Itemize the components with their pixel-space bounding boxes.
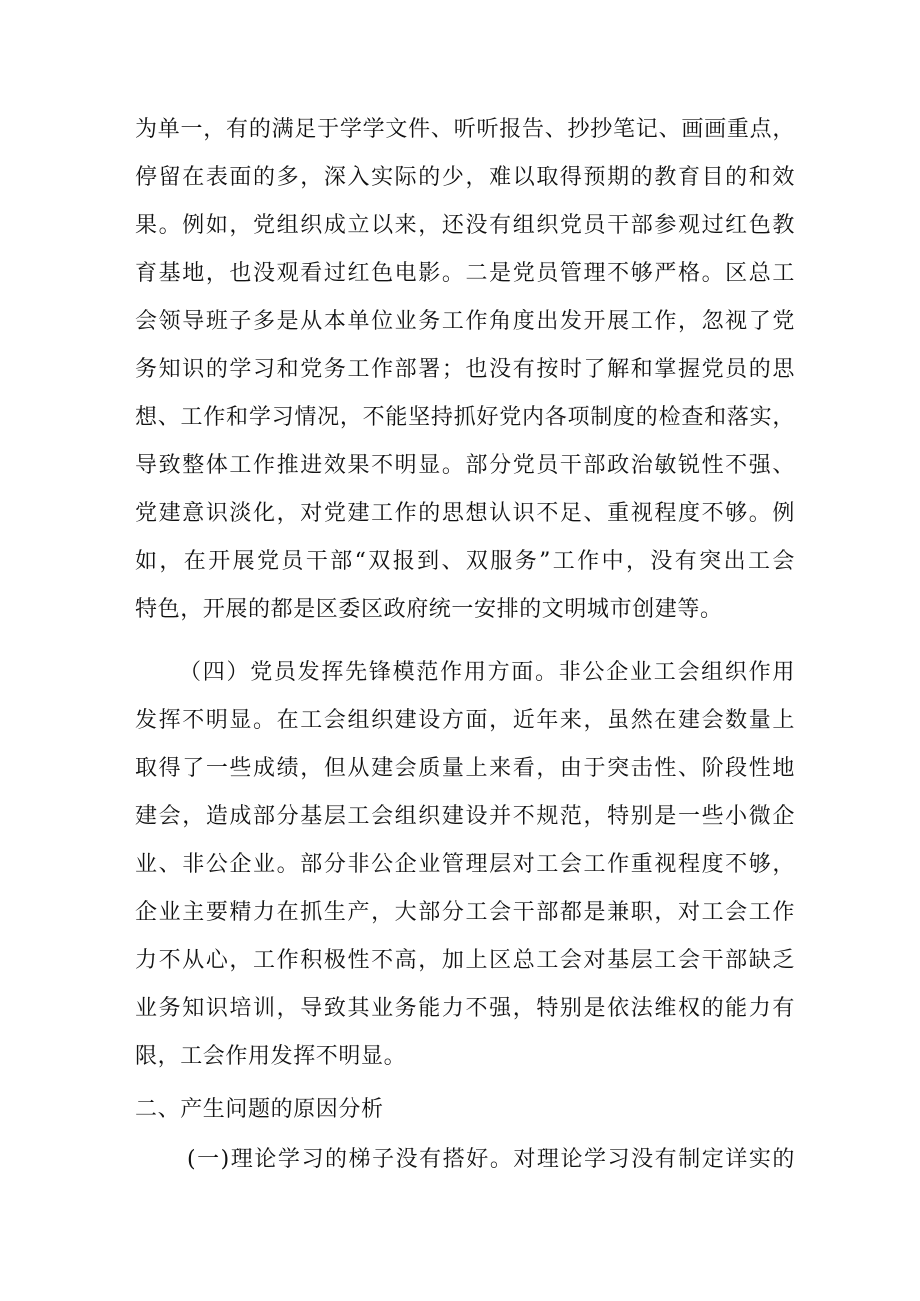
text-line: 党建意识淡化，对党建工作的思想认识不足、重视程度不够。例 [135, 501, 795, 526]
text-line: 业务知识培训，导致其业务能力不强，特别是依法维权的能力有 [135, 996, 795, 1021]
text-line: 育基地，也没观看过红色电影。二是党员管理不够严格。区总工 [135, 261, 795, 286]
text-line: 导致整体工作推进效果不明显。部分党员干部政治敏锐性不强、 [135, 453, 795, 478]
paragraph-vanguard-role [135, 649, 795, 1081]
text-line: 建会，造成部分基层工会组织建设并不规范，特别是一些小微企 [135, 804, 795, 829]
text-line: （四）党员发挥先锋模范作用方面。非公企业工会组织作用 [179, 660, 795, 685]
text-line: 停留在表面的多，深入实际的少，难以取得预期的教育目的和效 [135, 165, 795, 190]
text-line: 限，工会作用发挥不明显。 [135, 1044, 407, 1069]
text-line: 果。例如，党组织成立以来，还没有组织党员干部参观过红色教 [135, 213, 795, 238]
text-line: 发挥不明显。在工会组织建设方面，近年来，虽然在建会数量上 [135, 708, 795, 733]
text-line: 业、非公企业。部分非公企业管理层对工会工作重视程度不够， [135, 852, 795, 877]
text-line: 取得了一些成绩，但从建会质量上来看，由于突击性、阶段性地 [135, 756, 795, 781]
text-line: 如，在开展党员干部“双报到、双服务”工作中，没有突出工会 [135, 549, 795, 574]
heading-text: 二、产生问题的原因分析 [135, 1097, 384, 1122]
text-line: 企业主要精力在抓生产，大部分工会干部都是兼职，对工会工作 [135, 900, 795, 925]
paragraph-theory-study [135, 1136, 795, 1184]
text-line: 会领导班子多是从本单位业务工作角度出发开展工作，忽视了党 [135, 309, 795, 334]
text-line: 特色，开展的都是区委区政府统一安排的文明城市创建等。 [135, 597, 723, 622]
text-line: 力不从心，工作积极性不高，加上区总工会对基层工会干部缺乏 [135, 948, 795, 973]
text-line: 为单一，有的满足于学学文件、听听报告、抄抄笔记、画画重点， [135, 117, 795, 142]
text-line: 务知识的学习和党务工作部署；也没有按时了解和掌握党员的思 [135, 357, 795, 382]
text-line: (一)理论学习的梯子没有搭好。对理论学习没有制定详实的 [187, 1147, 795, 1172]
text-line: 想、工作和学习情况，不能坚持抓好党内各项制度的检查和落实， [135, 405, 795, 430]
section-heading [135, 1086, 795, 1134]
paragraph-party-management [135, 106, 795, 634]
